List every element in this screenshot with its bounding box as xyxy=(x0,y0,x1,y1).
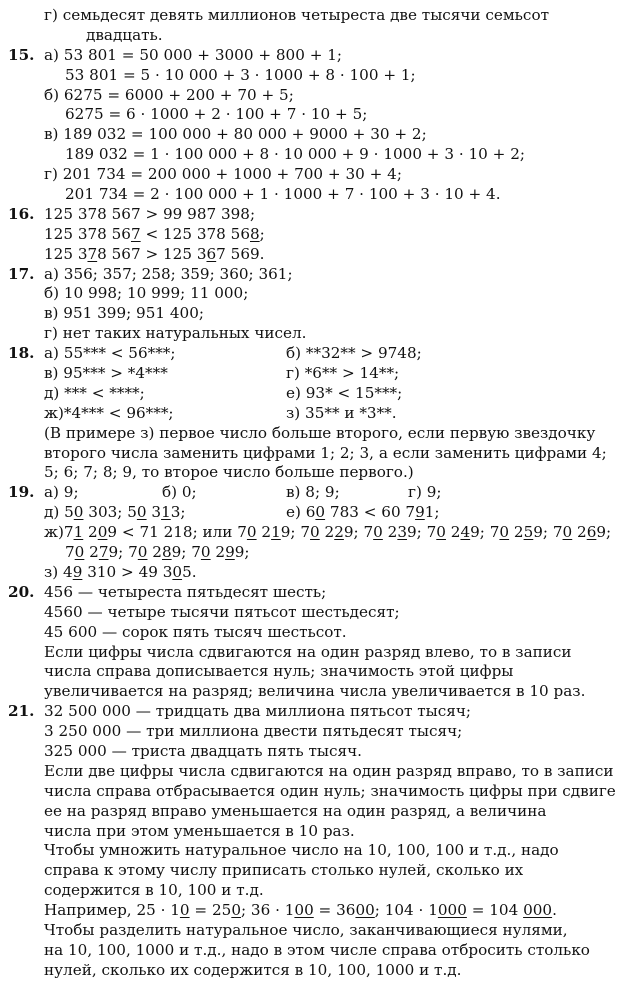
problem-number: 17. xyxy=(8,264,35,283)
underlined-digit: 1 xyxy=(73,523,84,542)
line-text: на 10, 100, 1000 и т.д., надо в этом числе справа отбросить столько xyxy=(44,940,590,959)
line-text: а) 356; 357; 258; 359; 360; 361; xyxy=(44,264,293,283)
underlined-digit: 3 xyxy=(397,523,408,542)
text-line xyxy=(0,583,638,603)
line-text: в) 95*** > *4*** xyxy=(44,364,168,383)
text-line xyxy=(0,722,638,742)
line-text: з) 49 310 > 49 305. xyxy=(44,562,197,581)
underlined-digit: 6 xyxy=(206,244,217,263)
line-text: в) 8; 9; xyxy=(286,483,340,502)
text-line xyxy=(0,563,638,583)
underlined-digit: 6 xyxy=(586,523,597,542)
line-text: 125 378 567 > 99 987 398; xyxy=(44,204,256,223)
problem-number: 21. xyxy=(8,702,35,721)
underlined-digit: 000 xyxy=(523,901,553,920)
line-text: з) 35** и *3**. xyxy=(286,403,397,422)
underlined-digit: 0 xyxy=(315,503,326,522)
text-line xyxy=(0,324,638,344)
line-text: 32 500 000 — тридцать два миллиона пятьсот тысяч; xyxy=(44,702,471,721)
text-line xyxy=(0,165,638,185)
text-line xyxy=(0,841,638,861)
underlined-digit: 8 xyxy=(249,224,260,243)
line-text: содержится в 10, 100 и т.д. xyxy=(44,881,264,900)
underlined-digit: 0 xyxy=(436,523,446,542)
line-text: 6275 = 6 · 1000 + 2 · 100 + 7 · 10 + 5; xyxy=(65,105,368,124)
line-text: Чтобы умножить натуральное число на 10, 100, 100 и т.д., надо xyxy=(44,841,559,860)
line-text: д) 50 303; 50 313; xyxy=(44,503,186,522)
underlined-digit: 0 xyxy=(179,901,190,920)
underlined-digit: 0 xyxy=(373,523,383,542)
underlined-digit: 4 xyxy=(460,523,471,542)
line-text: 456 — четыреста пятьдесят шесть; xyxy=(44,582,327,601)
underlined-digit: 0 xyxy=(562,523,573,542)
text-line xyxy=(0,941,638,961)
underlined-digit: 0 xyxy=(200,543,211,562)
text-line xyxy=(0,762,638,782)
line-text: ж)*4*** < 96***; xyxy=(44,403,174,422)
line-text: в) 189 032 = 100 000 + 80 000 + 9000 + 30 + 2; xyxy=(44,125,427,144)
underlined-digit: 000 xyxy=(437,901,467,920)
text-line xyxy=(0,782,638,802)
line-text: справа к этому числу приписать столько нулей, сколько их xyxy=(44,861,524,880)
line-text: Если две цифры числа сдвигаются на один разряд вправо, то в записи xyxy=(44,761,614,780)
line-text: г) 9; xyxy=(408,483,442,502)
line-text: д) *** < ****; xyxy=(44,383,145,402)
underlined-digit: 9 xyxy=(415,503,425,522)
line-text: Чтобы разделить натуральное число, заканчивающиеся нулями, xyxy=(44,920,568,939)
underlined-digit: 2 xyxy=(334,523,344,542)
text-line xyxy=(0,66,638,86)
text-line xyxy=(0,225,638,245)
line-text: (В примере з) первое число больше второго, если первую звездочку xyxy=(44,423,596,442)
underlined-digit: 00 xyxy=(294,901,314,920)
underlined-digit: 0 xyxy=(246,523,257,542)
underlined-digit: 0 xyxy=(137,543,148,562)
problem-number: 19. xyxy=(8,483,35,502)
text-line xyxy=(0,364,638,384)
text-line xyxy=(0,503,638,523)
line-text: а) 53 801 = 50 000 + 3000 + 800 + 1; xyxy=(44,45,343,64)
text-line xyxy=(0,205,638,225)
text-line xyxy=(0,483,638,503)
underlined-digit: 8 xyxy=(161,543,172,562)
problem-number: 20. xyxy=(8,582,35,601)
text-line xyxy=(0,921,638,941)
line-text: ее на разряд вправо уменьшается на один разряд, а величина xyxy=(44,801,547,820)
text-line xyxy=(0,881,638,901)
line-text: е) 60 783 < 60 791; xyxy=(286,503,440,522)
line-text: 201 734 = 2 · 100 000 + 1 · 1000 + 7 · 100 + 3 · 10 + 4. xyxy=(65,185,501,204)
line-text: г) семьдесят девять миллионов четыреста две тысячи семьсот xyxy=(44,6,549,24)
text-line xyxy=(0,404,638,424)
line-text: 53 801 = 5 · 10 000 + 3 · 1000 + 8 · 100 + 1; xyxy=(65,65,416,84)
text-line xyxy=(0,384,638,404)
text-line xyxy=(0,304,638,324)
line-text: Если цифры числа сдвигаются на один разряд влево, то в записи xyxy=(44,642,572,661)
text-line xyxy=(0,125,638,145)
line-text: 325 000 — триста двадцать пять тысяч. xyxy=(44,741,362,760)
underlined-digit: 7 xyxy=(130,224,141,243)
line-text: г) *6** > 14**; xyxy=(286,364,400,383)
text-line xyxy=(0,424,638,444)
line-text: б) **32** > 9748; xyxy=(286,344,422,363)
problem-number: 18. xyxy=(8,344,35,363)
underlined-digit: 0 xyxy=(97,523,108,542)
text-line xyxy=(0,105,638,125)
line-text: а) 55*** < 56***; xyxy=(44,344,176,363)
text-line xyxy=(0,46,638,66)
line-text: числа при этом уменьшается в 10 раз. xyxy=(44,821,355,840)
underlined-digit: 0 xyxy=(499,523,510,542)
line-text: 70 279; 70 289; 70 299; xyxy=(65,543,250,562)
line-text: Например, 25 · 10 = 250; 36 · 100 = 3600; 104 · 1000 = 104 000. xyxy=(44,901,557,920)
text-line xyxy=(0,682,638,702)
text-line xyxy=(0,623,638,643)
line-text: г) 201 734 = 200 000 + 1000 + 700 + 30 + 4; xyxy=(44,165,402,184)
underlined-digit: 0 xyxy=(74,543,85,562)
underlined-digit: 0 xyxy=(136,503,147,522)
underlined-digit: 00 xyxy=(355,901,375,920)
underlined-digit: 9 xyxy=(225,543,235,562)
text-line xyxy=(0,245,638,265)
text-line xyxy=(0,26,638,46)
underlined-digit: 1 xyxy=(271,523,281,542)
underlined-digit: 1 xyxy=(161,503,171,522)
text-line xyxy=(0,961,638,981)
underlined-digit: 9 xyxy=(72,562,83,581)
underlined-digit: 7 xyxy=(98,543,109,562)
problem-number: 16. xyxy=(8,204,35,223)
text-line xyxy=(0,543,638,563)
line-text: 45 600 — сорок пять тысяч шестьсот. xyxy=(44,622,347,641)
underlined-digit: 0 xyxy=(73,503,84,522)
text-line xyxy=(0,6,638,26)
text-line xyxy=(0,265,638,285)
line-text: б) 6275 = 6000 + 200 + 70 + 5; xyxy=(44,85,294,104)
line-text: числа справа отбрасывается один нуль; значимость цифры при сдвиге xyxy=(44,781,616,800)
text-line xyxy=(0,444,638,464)
text-line xyxy=(0,643,638,663)
line-text: б) 10 998; 10 999; 11 000; xyxy=(44,284,249,303)
line-text: двадцать. xyxy=(86,25,163,44)
problem-number: 15. xyxy=(8,45,35,64)
line-text: е) 93* < 15***; xyxy=(286,383,403,402)
text-line xyxy=(0,861,638,881)
text-line xyxy=(0,702,638,722)
text-line xyxy=(0,603,638,623)
line-text: 125 378 567 < 125 378 568; xyxy=(44,224,265,243)
underlined-digit: 5 xyxy=(523,523,534,542)
text-line xyxy=(0,145,638,165)
line-text: увеличивается на разряд; величина числа увеличивается в 10 раз. xyxy=(44,682,586,701)
text-line xyxy=(0,662,638,682)
solutions-page xyxy=(0,6,638,981)
underlined-digit: 7 xyxy=(87,244,98,263)
underlined-digit: 0 xyxy=(310,523,320,542)
line-text: числа справа дописывается нуль; значимость этой цифры xyxy=(44,662,514,681)
line-text: б) 0; xyxy=(162,483,197,502)
text-line xyxy=(0,822,638,842)
text-line xyxy=(0,463,638,483)
underlined-digit: 0 xyxy=(231,901,241,920)
text-line xyxy=(0,802,638,822)
text-line xyxy=(0,742,638,762)
text-line xyxy=(0,284,638,304)
line-text: г) нет таких натуральных чисел. xyxy=(44,324,307,343)
text-line xyxy=(0,523,638,543)
line-text: второго числа заменить цифрами 1; 2; 3, а если заменить цифрами 4; xyxy=(44,443,607,462)
line-text: в) 951 399; 951 400; xyxy=(44,304,204,323)
text-line xyxy=(0,86,638,106)
text-line xyxy=(0,901,638,921)
text-line xyxy=(0,344,638,364)
line-text: ж)71 209 < 71 218; или 70 219; 70 229; 70 239; 70 249; 70 259; 70 269; xyxy=(44,523,612,542)
line-text: 125 378 567 > 125 367 569. xyxy=(44,244,265,263)
line-text: 5; 6; 7; 8; 9, то второе число больше первого.) xyxy=(44,463,414,482)
line-text: 3 250 000 — три миллиона двести пятьдесят тысяч; xyxy=(44,722,463,741)
underlined-digit: 0 xyxy=(172,562,183,581)
line-text: нулей, сколько их содержится в 10, 100, 1000 и т.д. xyxy=(44,960,462,979)
line-text: 4560 — четыре тысячи пятьсот шестьдесят; xyxy=(44,602,400,621)
line-text: а) 9; xyxy=(44,483,79,502)
text-line xyxy=(0,185,638,205)
line-text: 189 032 = 1 · 100 000 + 8 · 10 000 + 9 · 1000 + 3 · 10 + 2; xyxy=(65,145,525,164)
